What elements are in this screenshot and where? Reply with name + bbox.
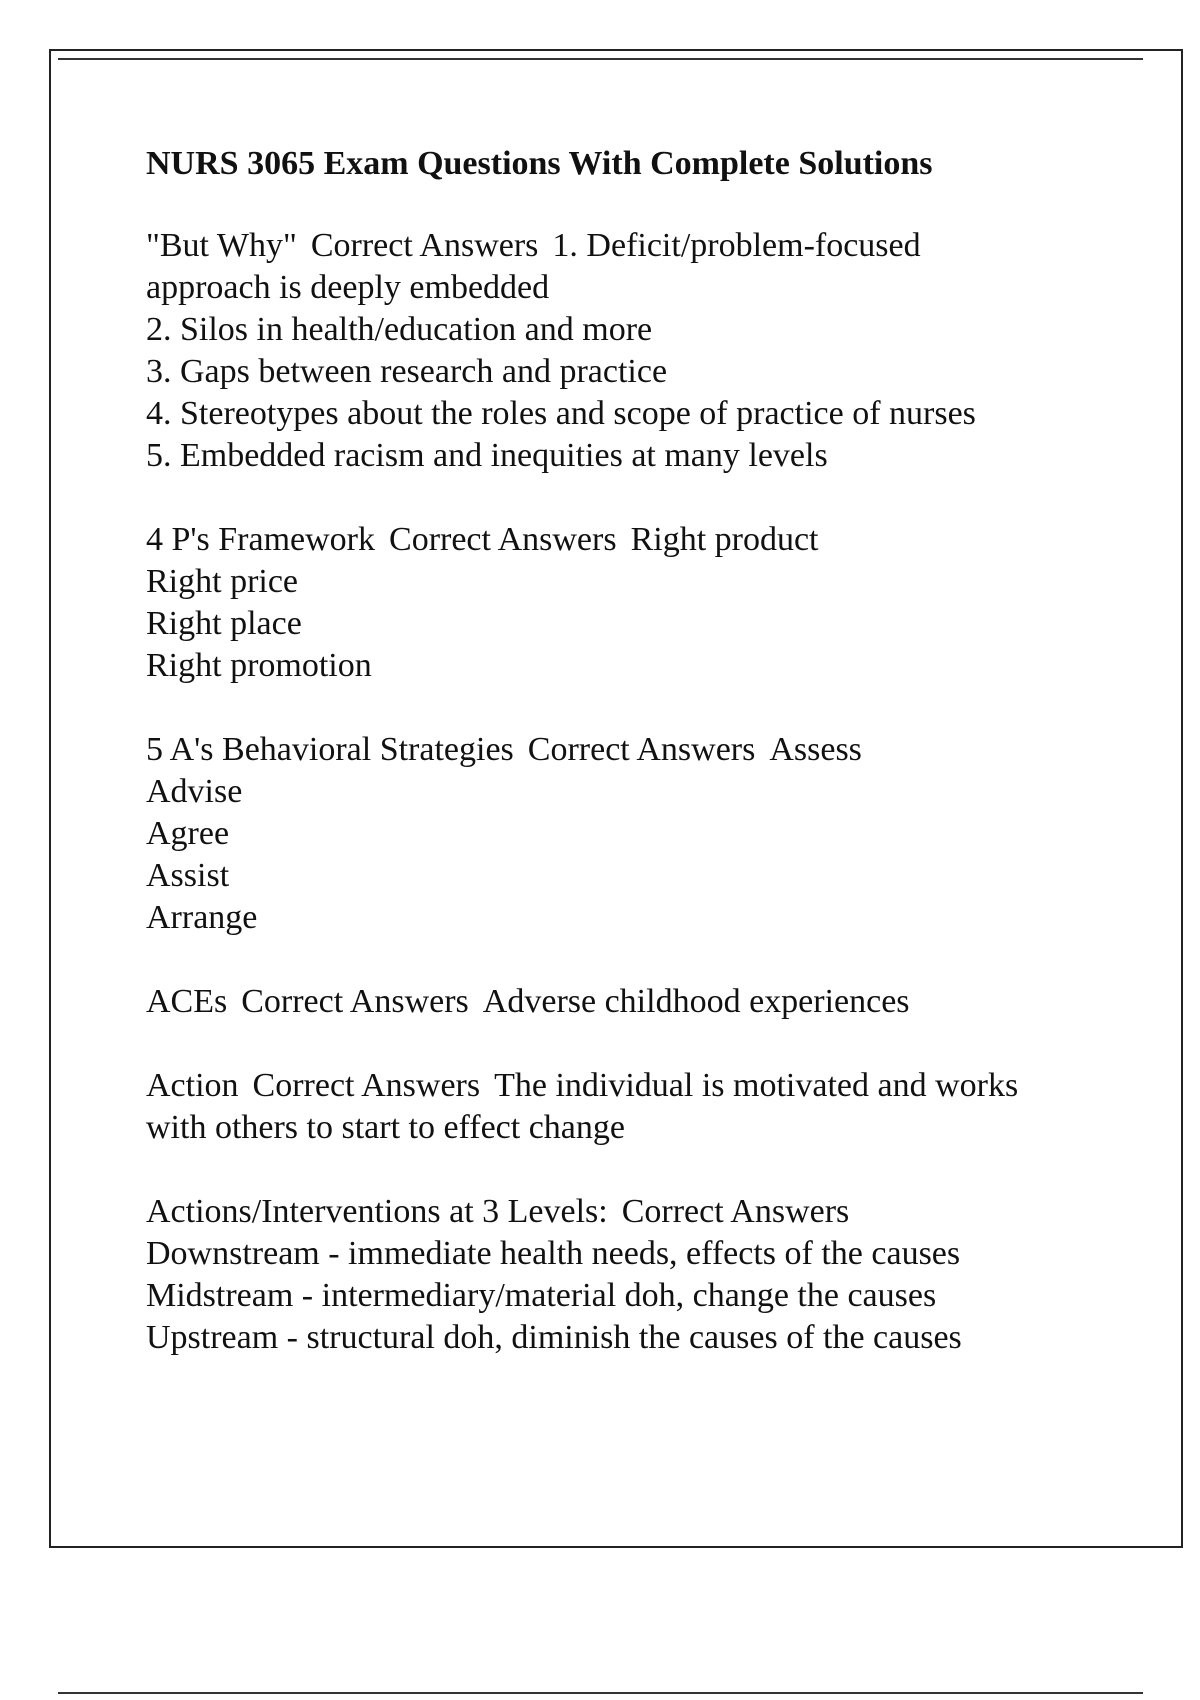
- document-body: [146, 143, 1106, 1401]
- qa-first-line: [146, 981, 1106, 1023]
- qa-answer-label: Correct Answers: [252, 1067, 481, 1104]
- qa-answer-line: Right product: [630, 521, 819, 558]
- qa-entry: [146, 1191, 1106, 1359]
- qa-answer-line: Midstream - intermediary/material doh, change the causes: [146, 1277, 937, 1314]
- qa-answer-line: Advise: [146, 773, 243, 810]
- qa-answer-line: Right promotion: [146, 647, 372, 684]
- qa-answer-label: Correct Answers: [527, 731, 756, 768]
- qa-entry: [146, 1065, 1106, 1149]
- qa-answer-label: Correct Answers: [621, 1193, 850, 1230]
- qa-answer-label: Correct Answers: [389, 521, 617, 558]
- qa-term: Action: [146, 1067, 239, 1104]
- qa-answer-line: Right place: [146, 605, 302, 642]
- qa-answer-line: Downstream - immediate health needs, effects of the causes: [146, 1235, 961, 1272]
- top-divider: [58, 58, 1143, 60]
- document-title: NURS 3065 Exam Questions With Complete Solutions: [146, 145, 933, 182]
- qa-answer-line: Upstream - structural doh, diminish the causes of the causes: [146, 1319, 962, 1356]
- qa-term: 5 A's Behavioral Strategies: [146, 731, 514, 768]
- qa-answer-line: Adverse childhood experiences: [482, 983, 910, 1020]
- qa-first-line: [146, 729, 1106, 771]
- qa-answer-line: with others to start to effect change: [146, 1109, 625, 1146]
- qa-term: "But Why": [146, 227, 297, 264]
- qa-answer-label: Correct Answers: [241, 983, 469, 1020]
- qa-answer-line: Arrange: [146, 899, 258, 936]
- qa-entry: [146, 729, 1106, 939]
- qa-answer-line: approach is deeply embedded: [146, 269, 550, 306]
- qa-first-line: [146, 1191, 1106, 1233]
- qa-entry: [146, 519, 1106, 687]
- qa-term: ACEs: [146, 983, 228, 1020]
- qa-term: 4 P's Framework: [146, 521, 376, 558]
- qa-answer-line: 3. Gaps between research and practice: [146, 353, 668, 390]
- qa-answer-line: 5. Embedded racism and inequities at many levels: [146, 437, 828, 474]
- qa-first-line: [146, 519, 1106, 561]
- qa-answer-line: Assess: [769, 731, 862, 768]
- qa-answer-line: Right price: [146, 563, 299, 600]
- qa-answer-line: Assist: [146, 857, 230, 894]
- qa-first-line: [146, 225, 1106, 267]
- qa-entry: [146, 981, 1106, 1023]
- qa-answer-line: 1. Deficit/problem-focused: [552, 227, 921, 264]
- qa-answer-line: 4. Stereotypes about the roles and scope of practice of nurses: [146, 395, 976, 432]
- qa-answer-line: The individual is motivated and works: [494, 1067, 1019, 1104]
- bottom-divider: [58, 1692, 1143, 1694]
- qa-answer-line: Agree: [146, 815, 230, 852]
- qa-entry: [146, 225, 1106, 477]
- qa-first-line: [146, 1065, 1106, 1107]
- qa-term: Actions/Interventions at 3 Levels:: [146, 1193, 608, 1230]
- qa-answer-line: 2. Silos in health/education and more: [146, 311, 653, 348]
- qa-answer-label: Correct Answers: [310, 227, 539, 264]
